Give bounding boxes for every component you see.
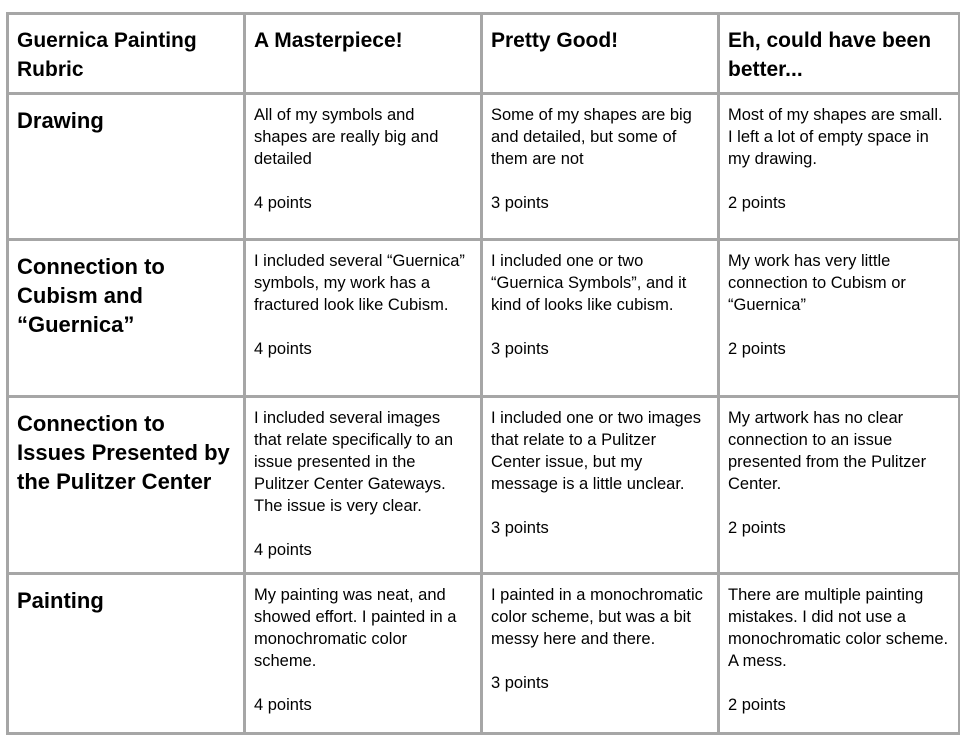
points-label: 4 points [254,541,312,559]
column-heading: A Masterpiece! [254,29,403,52]
row-title: Drawing [17,108,104,133]
table-row [8,397,960,574]
row-title: Painting [17,588,104,613]
criteria-description: My painting was neat, and showed effort. I painted in a monochromatic color scheme. [254,586,457,670]
criteria-cell [719,397,960,574]
points-label: 2 points [728,519,786,537]
row-title-cell [8,397,245,574]
criteria-description: I included several images that relate specifically to an issue presented in the Pulitzer Center Gateways. The issue is very clear. [254,409,454,515]
criteria-cell [719,574,960,734]
criteria-description: My work has very little connection to Cubism or “Guernica” [728,252,906,314]
points-label: 3 points [491,674,549,692]
criteria-description: I included one or two images that relate to a Pulitzer Center issue, but my message is a little unclear. [491,409,702,493]
criteria-cell [245,397,482,574]
criteria-cell [482,240,719,397]
criteria-cell [719,94,960,240]
rubric-table [6,12,960,735]
header-cell-masterpiece [245,14,482,94]
criteria-cell [245,240,482,397]
criteria-description: I painted in a monochromatic color scheme, but was a bit messy here and there. [491,586,703,648]
row-title: Connection to Cubism and “Guernica” [17,254,165,337]
rubric-title: Guernica Painting Rubric [17,29,197,81]
row-title: Connection to Issues Presented by the Pulitzer Center [17,411,230,494]
criteria-description: My artwork has no clear connection to an issue presented from the Pulitzer Center. [728,409,927,493]
criteria-description: There are multiple painting mistakes. I did not use a monochromatic color scheme. A mess. [728,586,949,670]
points-label: 4 points [254,696,312,714]
points-label: 2 points [728,340,786,358]
header-row [8,14,960,94]
points-label: 3 points [491,194,549,212]
criteria-description: I included several “Guernica” symbols, my work has a fractured look like Cubism. [254,252,465,314]
criteria-cell [245,94,482,240]
points-label: 3 points [491,340,549,358]
criteria-cell [482,574,719,734]
criteria-description: Most of my shapes are small. I left a lot of empty space in my drawing. [728,106,943,168]
points-label: 4 points [254,194,312,212]
header-cell-pretty-good [482,14,719,94]
column-heading: Pretty Good! [491,29,619,52]
header-cell-could-be-better [719,14,960,94]
criteria-cell [482,397,719,574]
row-title-cell [8,574,245,734]
criteria-description: Some of my shapes are big and detailed, but some of them are not [491,106,692,168]
criteria-description: All of my symbols and shapes are really big and detailed [254,106,439,168]
criteria-cell [719,240,960,397]
criteria-cell [245,574,482,734]
points-label: 2 points [728,194,786,212]
points-label: 2 points [728,696,786,714]
points-label: 3 points [491,519,549,537]
row-title-cell [8,94,245,240]
points-label: 4 points [254,340,312,358]
header-cell-rubric [8,14,245,94]
row-title-cell [8,240,245,397]
table-row [8,574,960,734]
column-heading: Eh, could have been better... [728,29,932,81]
criteria-description: I included one or two “Guernica Symbols”, and it kind of looks like cubism. [491,252,687,314]
criteria-cell [482,94,719,240]
table-row [8,94,960,240]
table-row [8,240,960,397]
